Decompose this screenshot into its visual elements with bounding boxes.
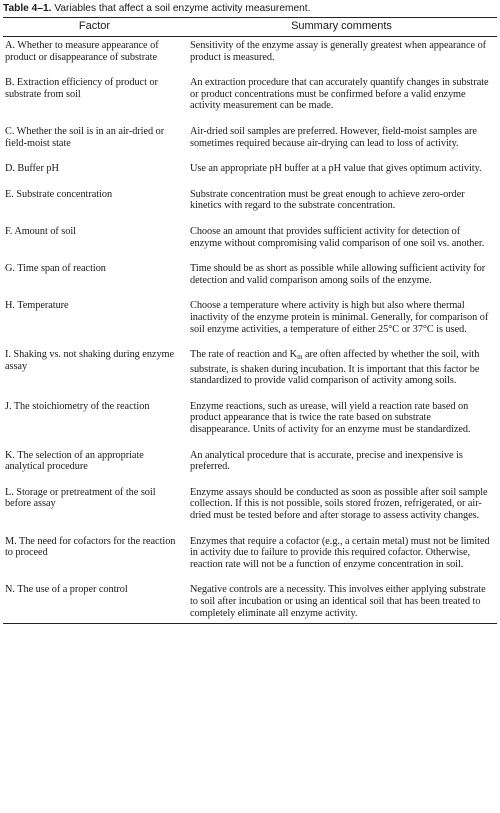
summary-cell: Choose an amount that provides sufficient activity for detection of enzyme without compromising valid comparison of one soil vs. another.: [190, 225, 485, 249]
table-row: [3, 175, 497, 212]
summary-cell: Enzyme reactions, such as urease, will yield a reaction rate based on product appearance that is twice the rate based on substrate disappearance. Units of activity for an enzyme must be standardized.: [190, 400, 471, 436]
factor-cell: M. The need for cofactors for the reaction to proceed: [5, 535, 176, 559]
table-row: [3, 570, 497, 623]
summary-cell: Sensitivity of the enzyme assay is generally greatest when appearance of product is measured.: [190, 40, 487, 63]
summary-cell: Use an appropriate pH buffer at a pH value that gives optimum activity.: [190, 163, 482, 175]
column-header-summary: Summary comments: [186, 18, 497, 37]
factor-cell: G. Time span of reaction: [5, 263, 106, 275]
table-row: [3, 212, 497, 249]
table-row: [3, 63, 497, 112]
table-caption-text: Variables that affect a soil enzyme activity measurement.: [51, 3, 311, 14]
table-number: Table 4–1.: [3, 3, 52, 14]
factor-cell: B. Extraction efficiency of product or substrate from soil: [5, 77, 158, 100]
summary-cell: Substrate concentration must be great enough to achieve zero-order kinetics with regard to the substrate concentration.: [190, 188, 465, 212]
table-row: [3, 249, 497, 286]
column-header-factor: Factor: [3, 18, 186, 37]
factor-cell: J. The stoichiometry of the reaction: [5, 400, 150, 412]
summary-cell: An analytical procedure that is accurate, precise and inexpensive is preferred.: [190, 449, 463, 473]
factor-cell: C. Whether the soil is in an air-dried or field-moist state: [5, 125, 165, 149]
summary-text: The rate of reaction and K: [190, 349, 298, 361]
summary-cell: Negative controls are a necessity. This involves either applying substrate to soil after incubation or using an identical soil that has been treated to completely eliminate all enzyme activity.: [186, 570, 497, 623]
summary-cell: Enzymes that require a cofactor (e.g., a certain metal) must not be limited in activity due to failure to provide this required cofactor. Otherwise, reaction rate will not be a function of enzyme concentration in soil.: [190, 535, 490, 570]
km-subscript: m: [297, 353, 303, 362]
table-row: [3, 387, 497, 436]
factor-cell: A. Whether to measure appearance of product or disappearance of substrate: [5, 40, 159, 63]
table-caption: [3, 2, 497, 15]
table-row: [3, 149, 497, 175]
enzyme-variables-table: [3, 17, 497, 624]
summary-cell: Choose a temperature where activity is high but also where thermal inactivity of the enzyme protein is minimal. Generally, for comparison of soil enzyme activities, a temperature of either 25°C or 37°C is used.: [190, 300, 489, 335]
table-row: [3, 436, 497, 473]
summary-cell: [186, 335, 497, 387]
table-row: [3, 335, 497, 387]
factor-cell: E. Substrate concentration: [5, 188, 113, 200]
factor-cell: N. The use of a proper control: [3, 570, 186, 623]
table-header-row: [3, 18, 497, 37]
factor-cell: L. Storage or pretreatment of the soil before assay: [5, 486, 156, 510]
summary-cell: An extraction procedure that can accurately quantify changes in substrate or product concentrations must be confirmed before a valid enzyme activity measurement can be made.: [190, 77, 489, 112]
table-row: [3, 286, 497, 335]
table-row: [3, 473, 497, 522]
summary-cell: Air-dried soil samples are preferred. However, field-moist samples are sometimes required because air-drying can lead to loss of activity.: [190, 125, 477, 149]
factor-cell: F. Amount of soil: [5, 225, 76, 237]
summary-cell: Enzyme assays should be conducted as soon as possible after soil sample collection. If this is not possible, soils stored frozen, refrigerated, or air-dried must be tested before and after storage to assess activity changes.: [190, 486, 488, 522]
table-row: [3, 112, 497, 149]
table-row: [3, 37, 497, 64]
factor-cell: H. Temperature: [5, 300, 69, 312]
factor-cell: I. Shaking vs. not shaking during enzyme assay: [5, 349, 175, 372]
factor-cell: D. Buffer pH: [5, 163, 59, 175]
summary-cell: Time should be as short as possible while allowing sufficient activity for detection and valid comparison among soils of the enzyme.: [190, 263, 486, 286]
factor-cell: K. The selection of an appropriate analytical procedure: [5, 449, 144, 473]
table-row: [3, 522, 497, 571]
summary-text: are often affected by whether the soil, with substrate, is shaken during incubation. It is important that this factor be standardized to provide valid comparison of activity among soils.: [190, 349, 480, 387]
